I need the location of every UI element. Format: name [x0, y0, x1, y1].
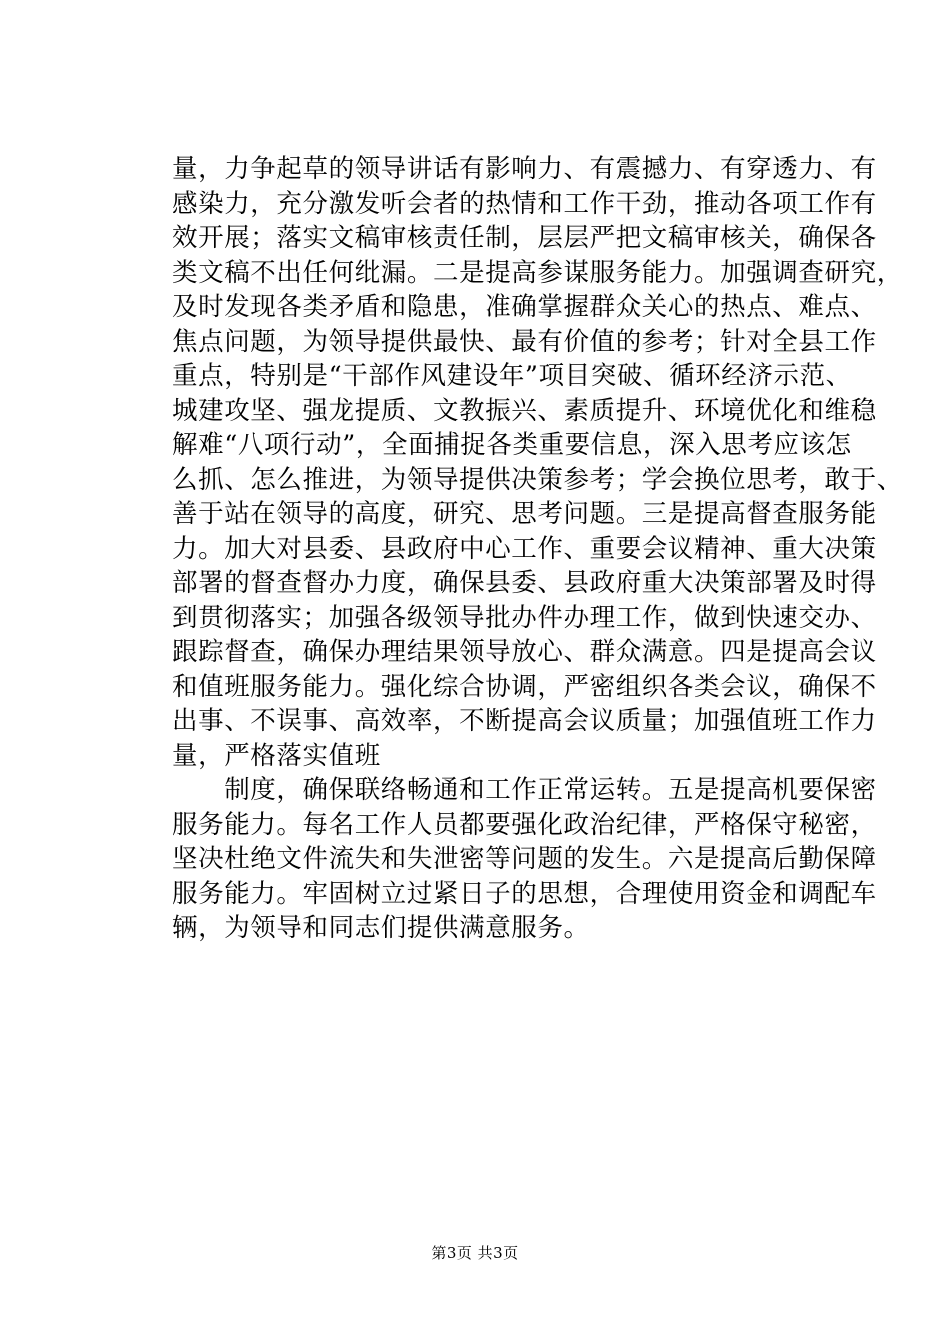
text-line: 量，力争起草的领导讲话有影响力、有震撼力、有穿透力、有: [172, 154, 877, 184]
text-line: 解难“八项行动”，全面捕捉各类重要信息，深入思考应该怎: [172, 430, 852, 460]
text-line: 到贯彻落实；加强各级领导批办件办理工作，做到快速交办、: [172, 602, 877, 633]
text-line: 效开展；落实文稿审核责任制，层层严把文稿审核关，确保各: [172, 223, 877, 253]
text-line: 么抓、怎么推进，为领导提供决策参考；学会换位思考，敢于、: [172, 464, 903, 495]
text-line: 服务能力。牢固树立过紧日子的思想，合理使用资金和调配车: [172, 878, 877, 909]
text-line: 力。加大对县委、县政府中心工作、重要会议精神、重大决策: [172, 533, 877, 564]
text-line: 重点，特别是“干部作风建设年”项目突破、循环经济示范、: [172, 361, 852, 391]
text-line: 感染力，充分激发听会者的热情和工作干劲，推动各项工作有: [172, 188, 877, 219]
text-line: 焦点问题，为领导提供最快、最有价值的参考；针对全县工作: [172, 326, 877, 357]
text-line: 城建攻坚、强龙提质、文教振兴、素质提升、环境优化和维稳: [172, 395, 877, 426]
text-line: 类文稿不出任何纰漏。二是提高参谋服务能力。加强调查研究，: [172, 257, 903, 288]
text-line: 坚决杜绝文件流失和失泄密等问题的发生。六是提高后勤保障: [172, 844, 877, 874]
text-line: 服务能力。每名工作人员都要强化政治纪律，严格保守秘密，: [172, 809, 877, 840]
body-text: [172, 152, 903, 946]
text-line: 和值班服务能力。强化综合协调，严密组织各类会议，确保不: [172, 671, 877, 702]
text-line: 量，严格落实值班: [172, 740, 381, 771]
text-line: 跟踪督查，确保办理结果领导放心、群众满意。四是提高会议: [172, 637, 877, 667]
page-footer: [0, 1243, 950, 1263]
text-line: 部署的督查督办力度，确保县委、县政府重大决策部署及时得: [172, 568, 877, 598]
text-line: 制度，确保联络畅通和工作正常运转。五是提高机要保密: [172, 775, 877, 805]
text-line: 善于站在领导的高度，研究、思考问题。三是提高督查服务能: [172, 499, 877, 529]
text-line: 出事、不误事、高效率，不断提高会议质量；加强值班工作力: [172, 706, 877, 736]
text-line: 辆，为领导和同志们提供满意服务。: [172, 913, 590, 943]
page-number-label: 第3页 共3页: [431, 1244, 519, 1262]
text-line: 及时发现各类矛盾和隐患，准确掌握群众关心的热点、难点、: [172, 292, 877, 322]
